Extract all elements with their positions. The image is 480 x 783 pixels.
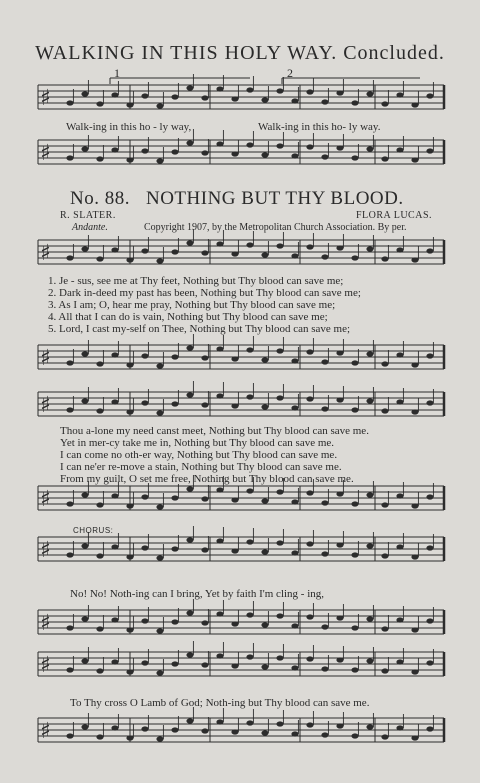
verse-line: 1. Je - sus, see me at Thy feet, Nothing but Thy blood can save me;: [48, 275, 344, 287]
note-head: [276, 613, 283, 618]
note-head: [156, 504, 163, 509]
note-head: [156, 555, 163, 560]
verse-line: 3. As I am; O, hear me pray, Nothing but Thy blood can save me;: [48, 299, 336, 311]
clef-icon: ♯: [40, 611, 51, 636]
note-head: [291, 623, 298, 628]
verse-line: 2. Dark in-deed my past has been, Nothing but Thy blood can save me;: [48, 287, 361, 299]
note-head: [216, 241, 223, 246]
note-head: [111, 659, 118, 664]
note-head: [291, 358, 298, 363]
note-head: [321, 624, 328, 629]
verse-line: From my guilt, O set me free, Nothing but Thy blood can save me.: [60, 473, 354, 485]
note-head: [126, 554, 133, 559]
note-head: [231, 663, 238, 668]
note-head: [141, 726, 148, 731]
note-head: [126, 627, 133, 632]
note-head: [201, 95, 208, 100]
note-head: [426, 248, 433, 253]
note-head: [306, 349, 313, 354]
note-head: [201, 728, 208, 733]
note-head: [321, 500, 328, 505]
note-head: [216, 86, 223, 91]
note-head: [111, 725, 118, 730]
note-head: [126, 157, 133, 162]
concluded-lyric-b: Walk-ing in this ho- ly way.: [258, 121, 381, 133]
note-head: [156, 670, 163, 675]
note-head: [306, 144, 313, 149]
note-head: [186, 345, 193, 350]
note-head: [321, 99, 328, 104]
composer: FLORA LUCAS.: [355, 210, 432, 221]
note-head: [351, 667, 358, 672]
note-head: [66, 552, 73, 557]
note-head: [66, 667, 73, 672]
note-head: [111, 617, 118, 622]
note-head: [66, 733, 73, 738]
note-head: [306, 244, 313, 249]
note-head: [201, 662, 208, 667]
verse-line: Thou a-lone my need canst meet, Nothing but Thy blood can save me.: [60, 425, 369, 437]
note-head: [261, 97, 268, 102]
note-head: [426, 660, 433, 665]
note-head: [216, 538, 223, 543]
concluded-lyric-a: Walk-ing in this ho - ly way,: [66, 121, 192, 133]
note-head: [246, 394, 253, 399]
note-head: [126, 102, 133, 107]
note-head: [231, 497, 238, 502]
note-head: [126, 669, 133, 674]
note-head: [411, 257, 418, 262]
note-head: [111, 399, 118, 404]
note-head: [81, 724, 88, 729]
note-head: [321, 732, 328, 737]
note-head: [366, 398, 373, 403]
note-head: [321, 666, 328, 671]
verse-line: 4. All that I can do is vain, Nothing but Thy blood can save me;: [48, 311, 328, 323]
note-head: [156, 103, 163, 108]
note-head: [306, 89, 313, 94]
song-number: No. 88.: [70, 188, 130, 209]
note-head: [81, 492, 88, 497]
note-head: [261, 152, 268, 157]
lyricist: R. SLATER.: [60, 210, 116, 221]
note-head: [426, 93, 433, 98]
verse-line: 5. Lord, I cast my-self on Thee, Nothing but Thy blood can save me;: [48, 323, 351, 335]
note-head: [426, 545, 433, 550]
note-head: [111, 247, 118, 252]
note-head: [186, 140, 193, 145]
note-head: [321, 154, 328, 159]
note-head: [141, 93, 148, 98]
note-head: [411, 503, 418, 508]
note-head: [96, 408, 103, 413]
note-head: [426, 618, 433, 623]
note-head: [261, 252, 268, 257]
note-head: [246, 488, 253, 493]
note-head: [381, 626, 388, 631]
note-head: [111, 147, 118, 152]
note-head: [171, 94, 178, 99]
note-head: [396, 247, 403, 252]
note-head: [96, 256, 103, 261]
note-head: [396, 725, 403, 730]
note-head: [156, 410, 163, 415]
note-head: [216, 719, 223, 724]
note-head: [201, 620, 208, 625]
note-head: [201, 402, 208, 407]
note-head: [81, 658, 88, 663]
note-head: [171, 354, 178, 359]
note-head: [366, 616, 373, 621]
clef-icon: ♯: [40, 653, 51, 678]
note-head: [171, 727, 178, 732]
note-head: [141, 545, 148, 550]
note-head: [306, 614, 313, 619]
clef-icon: ♯: [40, 487, 51, 512]
note-head: [66, 501, 73, 506]
note-head: [396, 147, 403, 152]
note-head: [366, 146, 373, 151]
note-head: [96, 668, 103, 673]
note-head: [396, 399, 403, 404]
note-head: [171, 495, 178, 500]
note-head: [261, 404, 268, 409]
note-head: [186, 392, 193, 397]
ending-1-number: 1: [114, 66, 120, 80]
note-head: [96, 156, 103, 161]
verse-line: I can come no oth-er way, Nothing but Thy blood can save me.: [60, 449, 338, 461]
note-head: [411, 735, 418, 740]
note-head: [396, 544, 403, 549]
note-head: [126, 503, 133, 508]
note-head: [276, 655, 283, 660]
note-head: [126, 735, 133, 740]
note-head: [396, 352, 403, 357]
note-head: [426, 148, 433, 153]
note-head: [246, 654, 253, 659]
note-head: [231, 251, 238, 256]
note-head: [351, 155, 358, 160]
note-head: [141, 618, 148, 623]
note-head: [336, 723, 343, 728]
tempo-marking: Andante.: [72, 222, 108, 233]
note-head: [171, 619, 178, 624]
clef-icon: ♯: [40, 241, 51, 266]
note-head: [306, 656, 313, 661]
note-head: [186, 537, 193, 542]
note-head: [186, 240, 193, 245]
note-head: [411, 554, 418, 559]
note-head: [261, 664, 268, 669]
note-head: [276, 348, 283, 353]
note-head: [276, 540, 283, 545]
note-head: [156, 258, 163, 263]
note-head: [336, 542, 343, 547]
note-head: [276, 395, 283, 400]
note-head: [201, 150, 208, 155]
note-head: [246, 347, 253, 352]
note-head: [411, 409, 418, 414]
note-head: [246, 242, 253, 247]
note-head: [351, 501, 358, 506]
note-head: [156, 736, 163, 741]
note-head: [306, 490, 313, 495]
note-head: [291, 665, 298, 670]
note-head: [96, 626, 103, 631]
note-head: [96, 502, 103, 507]
note-head: [81, 351, 88, 356]
note-head: [96, 734, 103, 739]
note-head: [291, 253, 298, 258]
note-head: [66, 155, 73, 160]
note-head: [171, 661, 178, 666]
verse-line: Yet in mer-cy take me in, Nothing but Thy blood can save me.: [60, 437, 335, 449]
note-head: [231, 548, 238, 553]
ending-2-number: 2: [287, 66, 293, 80]
note-head: [426, 726, 433, 731]
note-head: [336, 350, 343, 355]
note-head: [171, 249, 178, 254]
note-head: [411, 102, 418, 107]
note-head: [336, 397, 343, 402]
note-head: [411, 627, 418, 632]
note-head: [141, 400, 148, 405]
note-head: [126, 409, 133, 414]
note-head: [366, 351, 373, 356]
note-head: [351, 552, 358, 557]
note-head: [351, 100, 358, 105]
chorus-label: CHORUS:: [73, 526, 114, 535]
song-title: NOTHING BUT THY BLOOD.: [145, 188, 404, 209]
copyright-notice: Copyright 1907, by the Metropolitan Church Association. By per.: [144, 222, 407, 233]
note-head: [66, 100, 73, 105]
note-head: [291, 98, 298, 103]
note-head: [186, 486, 193, 491]
note-head: [186, 85, 193, 90]
note-head: [411, 362, 418, 367]
note-head: [111, 352, 118, 357]
note-head: [66, 360, 73, 365]
note-head: [381, 502, 388, 507]
note-head: [231, 356, 238, 361]
note-head: [291, 550, 298, 555]
note-head: [366, 492, 373, 497]
note-head: [366, 658, 373, 663]
note-head: [321, 254, 328, 259]
note-head: [411, 157, 418, 162]
note-head: [261, 498, 268, 503]
note-head: [66, 625, 73, 630]
note-head: [276, 489, 283, 494]
note-head: [336, 90, 343, 95]
note-head: [201, 250, 208, 255]
note-head: [381, 256, 388, 261]
note-head: [351, 255, 358, 260]
clef-icon: ♯: [40, 141, 51, 166]
note-head: [426, 494, 433, 499]
note-head: [156, 363, 163, 368]
note-head: [111, 493, 118, 498]
note-head: [81, 246, 88, 251]
note-head: [381, 156, 388, 161]
note-head: [351, 625, 358, 630]
concluded-song-title: WALKING IN THIS HOLY WAY. Concluded.: [35, 42, 445, 64]
note-head: [141, 248, 148, 253]
chorus-lyric-1: No! No! Noth-ing can I bring, Yet by faith I'm cling - ing,: [70, 588, 325, 600]
note-head: [381, 734, 388, 739]
note-head: [396, 617, 403, 622]
note-head: [321, 551, 328, 556]
note-head: [381, 361, 388, 366]
song-heading: [70, 188, 404, 210]
note-head: [306, 396, 313, 401]
note-head: [351, 407, 358, 412]
note-head: [201, 355, 208, 360]
note-head: [126, 257, 133, 262]
note-head: [261, 357, 268, 362]
note-head: [321, 406, 328, 411]
note-head: [81, 398, 88, 403]
note-head: [216, 487, 223, 492]
note-head: [396, 92, 403, 97]
note-head: [216, 346, 223, 351]
note-head: [276, 88, 283, 93]
clef-icon: ♯: [40, 346, 51, 371]
note-head: [351, 733, 358, 738]
note-head: [381, 553, 388, 558]
note-head: [336, 245, 343, 250]
note-head: [111, 544, 118, 549]
note-head: [291, 499, 298, 504]
note-head: [66, 255, 73, 260]
note-head: [261, 730, 268, 735]
clef-icon: ♯: [40, 538, 51, 563]
note-head: [171, 401, 178, 406]
note-head: [126, 362, 133, 367]
note-head: [96, 101, 103, 106]
note-head: [246, 539, 253, 544]
note-head: [366, 246, 373, 251]
note-head: [231, 403, 238, 408]
note-head: [306, 722, 313, 727]
note-head: [156, 158, 163, 163]
note-head: [246, 720, 253, 725]
note-head: [336, 657, 343, 662]
note-head: [186, 718, 193, 723]
note-head: [426, 400, 433, 405]
note-head: [246, 612, 253, 617]
clef-icon: ♯: [40, 393, 51, 418]
note-head: [171, 546, 178, 551]
note-head: [96, 361, 103, 366]
note-head: [381, 408, 388, 413]
note-head: [141, 148, 148, 153]
note-head: [201, 547, 208, 552]
note-head: [306, 541, 313, 546]
note-head: [216, 141, 223, 146]
clef-icon: ♯: [40, 719, 51, 744]
note-head: [351, 360, 358, 365]
note-head: [336, 615, 343, 620]
note-head: [261, 622, 268, 627]
note-head: [276, 143, 283, 148]
note-head: [291, 405, 298, 410]
note-head: [96, 553, 103, 558]
note-head: [366, 724, 373, 729]
note-head: [111, 92, 118, 97]
note-head: [291, 731, 298, 736]
chorus-lyric-2: To Thy cross O Lamb of God; Noth-ing but Thy blood can save me.: [70, 697, 370, 709]
note-head: [171, 149, 178, 154]
note-head: [246, 142, 253, 147]
note-head: [381, 668, 388, 673]
note-head: [141, 494, 148, 499]
note-head: [216, 653, 223, 658]
note-head: [246, 87, 253, 92]
note-head: [321, 359, 328, 364]
note-head: [141, 353, 148, 358]
note-head: [426, 353, 433, 358]
clef-icon: ♯: [40, 86, 51, 111]
note-head: [186, 610, 193, 615]
note-head: [231, 96, 238, 101]
note-head: [231, 729, 238, 734]
note-head: [276, 243, 283, 248]
note-head: [81, 91, 88, 96]
note-head: [381, 101, 388, 106]
note-head: [336, 145, 343, 150]
note-head: [216, 393, 223, 398]
note-head: [366, 91, 373, 96]
note-head: [201, 496, 208, 501]
note-head: [396, 493, 403, 498]
verse-line: I can ne'er re-move a stain, Nothing but Thy blood can save me.: [60, 461, 342, 473]
note-head: [336, 491, 343, 496]
note-head: [141, 660, 148, 665]
note-head: [261, 549, 268, 554]
note-head: [186, 652, 193, 657]
note-head: [291, 153, 298, 158]
note-head: [411, 669, 418, 674]
note-head: [81, 543, 88, 548]
note-head: [366, 543, 373, 548]
note-head: [81, 146, 88, 151]
note-head: [66, 407, 73, 412]
note-head: [216, 611, 223, 616]
note-head: [231, 151, 238, 156]
note-head: [156, 628, 163, 633]
note-head: [81, 616, 88, 621]
note-head: [231, 621, 238, 626]
note-head: [396, 659, 403, 664]
note-head: [276, 721, 283, 726]
